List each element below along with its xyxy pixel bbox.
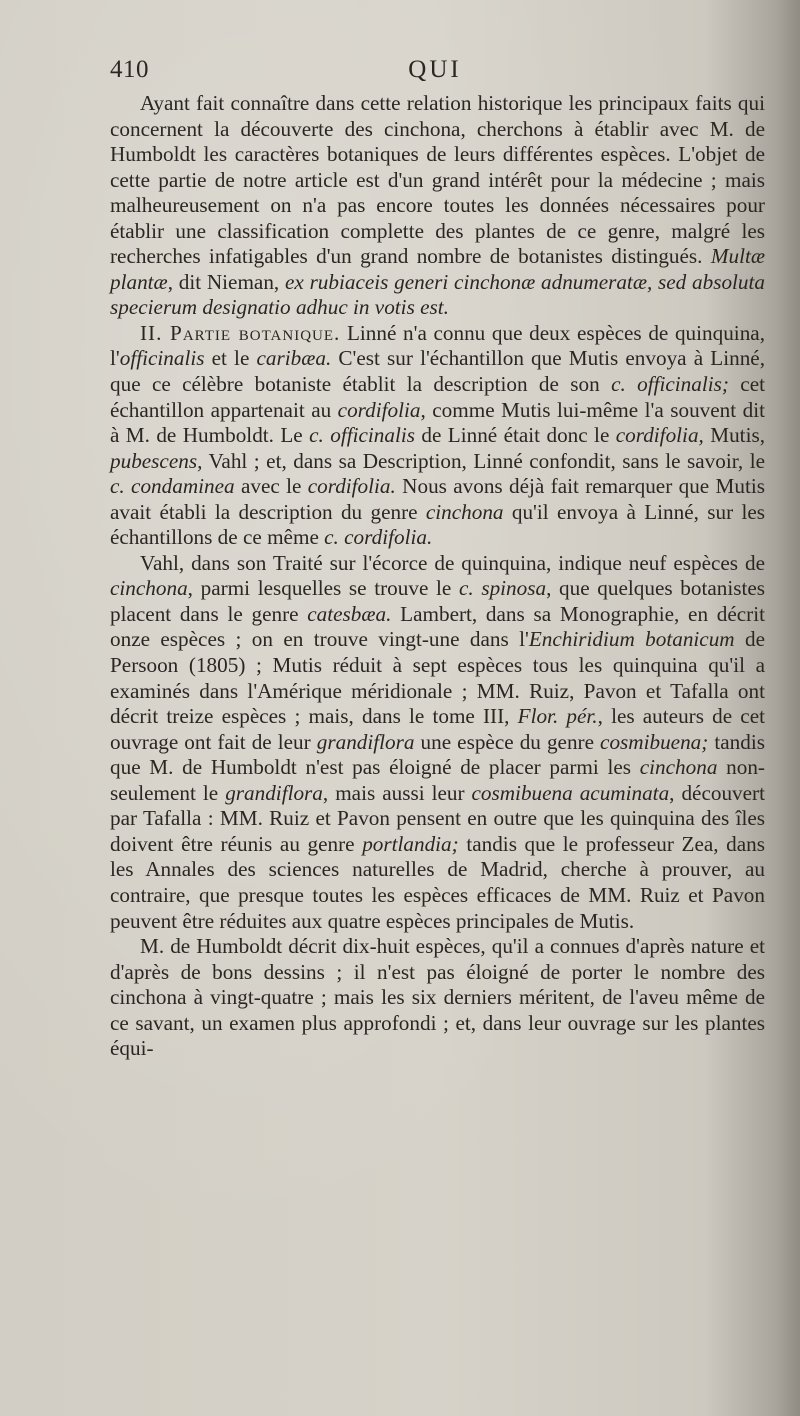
- italic-text: cordifolia,: [615, 423, 704, 448]
- paragraph: [110, 91, 765, 321]
- text-run: , parmi lesquelles se trouve le: [187, 576, 459, 601]
- text-run: tandis que le professeur Zea, dans les Annales des sciences naturelles de Madrid, cherche à prouver, au contraire, que presque toutes les espèces efficaces de MM. Ruiz et Pavon peuvent être réduites aux quatre espèces principales de Mutis.: [110, 831, 765, 933]
- text-run: , dit Nieman,: [167, 269, 285, 294]
- text-run: avec le: [234, 474, 308, 499]
- text-run: Vahl, dans son Traité sur l'écorce de quinquina, indique neuf espèces de: [140, 550, 765, 575]
- text-run: de Linné était donc le: [414, 423, 616, 448]
- italic-text: c. officinalis: [309, 423, 415, 448]
- italic-text: officinalis: [119, 346, 205, 371]
- page-number: 410: [110, 56, 149, 83]
- text-run: de Persoon (1805) ; Mutis réduit à sept espèces tous les quinquina qu'il a examinés dans l'Amérique méridionale ; MM. Ruiz, Pavon et Tafalla ont décrit treize espèces ; mais, dans le tome III,: [110, 627, 766, 729]
- text-run: M. de Humboldt décrit dix-huit espèces, qu'il a connues d'après nature et d'après de bons dessins ; il n'est pas éloigné de porter le nombre des cinchona à vingt-quatre ; mais les six derniers méritent, de l'aveu même de ce savant, un examen plus approfondi ; et, dans leur ouvrage sur les plantes équi-: [110, 934, 765, 1061]
- italic-text: portlandia;: [362, 831, 459, 856]
- text-run: , découvert par Tafalla : MM. Ruiz et Pavon pensent en outre que les quinquina des îles doivent être réunis au genre: [110, 780, 765, 856]
- text-run: Nous avons déjà fait remarquer que Mutis avait établi la description du genre: [110, 474, 765, 524]
- text-run: , mais aussi leur: [322, 780, 472, 805]
- italic-text: c. cordifolia.: [324, 525, 433, 550]
- paragraph: [110, 934, 765, 1062]
- italic-text: ex rubiaceis generi cinchonæ adnumeratæ, sed absoluta specierum designatio adhuc in votis est.: [110, 269, 765, 320]
- italic-text: cosmibuena acuminata: [471, 780, 670, 805]
- italic-text: Flor. pér.: [517, 704, 598, 729]
- text-run: tandis que M. de Humboldt n'est pas éloigné de placer parmi les: [110, 729, 765, 780]
- text-run: C'est sur l'échantillon que Mutis envoya à Linné, que ce célèbre botaniste établit la description de son: [110, 346, 765, 397]
- text-run: Lambert, dans sa Monographie, en décrit onze espèces ; on en trouve vingt-une dans l': [110, 601, 765, 652]
- text-run: Vahl ; et, dans sa Description, Linné confondit, sans le savoir, le: [202, 448, 765, 473]
- italic-text: catesbæa.: [307, 601, 392, 626]
- italic-text: grandiflora: [225, 780, 323, 805]
- body-text: [110, 91, 765, 1062]
- text-run: Mutis,: [703, 423, 765, 448]
- text-run: Linné n'a connu que deux espèces de quinquina, l': [110, 320, 765, 371]
- italic-text: pubescens,: [110, 448, 203, 473]
- text-run: qu'il envoya à Linné, sur les échantillons de ce même: [110, 499, 765, 550]
- italic-text: c. spinosa: [458, 576, 547, 601]
- text-run: cet échantillon appartenait au: [110, 372, 766, 422]
- italic-text: caribæa.: [256, 346, 332, 371]
- text-run: non-seulement le: [110, 755, 765, 805]
- italic-text: cinchona: [639, 755, 718, 780]
- italic-text: cordifolia.: [307, 474, 396, 499]
- italic-text: cordifolia: [337, 397, 421, 422]
- page-header: [110, 56, 760, 90]
- italic-text: cinchona: [425, 499, 504, 524]
- text-run: une espèce du genre: [414, 729, 601, 754]
- text-run: Ayant fait connaître dans cette relation historique les principaux faits qui concernent la découverte des cinchona, cherchons à établir avec M. de Humboldt les caractères botaniques de leurs différentes espèces. L'objet de cette partie de notre article est d'un grand intérêt pour la médecine ; mais malheureusement on n'a pas encore toutes les données nécessaires pour établir une classification complette des plantes de ce genre, malgré les recherches infatigables d'un grand nombre de botanistes distingués.: [110, 91, 765, 269]
- italic-text: Enchiridium botanicum: [528, 627, 735, 652]
- italic-text: Multæ plantæ: [110, 244, 765, 294]
- paragraph: [110, 321, 765, 551]
- text-run: , les auteurs de cet ouvrage ont fait de leur: [110, 704, 765, 754]
- italic-text: c. condaminea: [110, 474, 235, 499]
- running-head: QUI: [408, 56, 462, 83]
- italic-text: grandiflora: [316, 729, 415, 754]
- italic-text: cosmibuena;: [600, 729, 709, 754]
- text-run: et le: [204, 346, 257, 371]
- italic-text: c. officinalis;: [611, 372, 729, 397]
- text-run: , comme Mutis lui-même l'a souvent dit à M. de Humboldt. Le: [110, 397, 765, 448]
- paragraph: [110, 551, 765, 934]
- section-heading: II. Partie botanique.: [140, 320, 341, 345]
- text-run: , que quelques botanistes placent dans le genre: [110, 576, 766, 626]
- italic-text: cinchona: [110, 576, 188, 601]
